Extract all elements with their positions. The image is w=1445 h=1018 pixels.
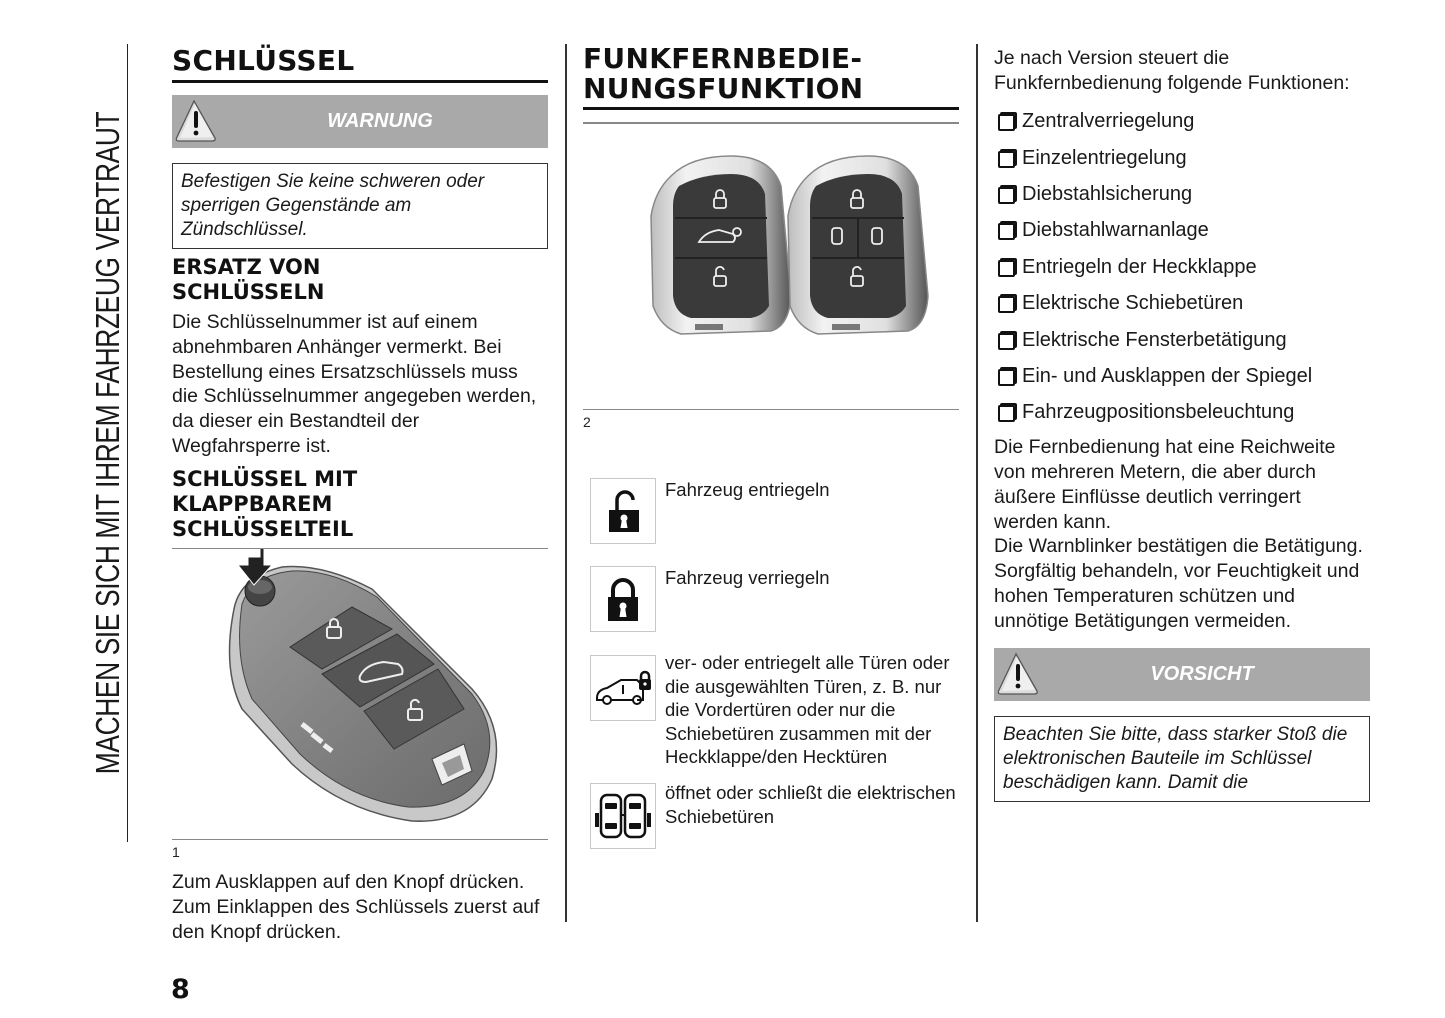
section-title-schluessel: SCHLÜSSEL — [172, 40, 548, 83]
warning-banner — [172, 95, 548, 148]
subsection-heading-klapp — [172, 467, 548, 549]
unlock-icon — [590, 478, 656, 544]
checkbox-icon — [998, 151, 1015, 168]
feature-item — [994, 249, 1370, 285]
column-schluessel — [172, 40, 548, 945]
feature-item — [994, 213, 1370, 249]
paragraph-ersatz: Die Schlüsselnummer ist auf einem abnehmbaren Anhänger vermerkt. Bei Bestellung eines Ersatzschlüssels muss die Schlüsselnummer angegeben werden, da dieser ein Bestandteil der Wegfahrsperre ist. — [172, 311, 537, 457]
function-row-lock — [590, 566, 965, 632]
heading-line: SCHLÜSSELTEIL — [172, 516, 354, 541]
subsection-heading-ersatz — [172, 255, 548, 305]
figure-rule — [583, 409, 959, 411]
warning-text-box: Befestigen Sie keine schweren oder sperrigen Gegenstände am Zündschlüssel. — [172, 163, 548, 249]
caution-text-box: Beachten Sie bitte, dass starker Stoß die elektronischen Bauteile im Schlüssel beschädigen kann. Damit die — [994, 716, 1370, 802]
checkbox-icon — [998, 187, 1015, 204]
checkbox-icon — [998, 296, 1015, 313]
feature-item — [994, 322, 1370, 358]
feature-label: Elektrische Schiebetüren — [1022, 292, 1244, 315]
feature-label: Diebstahlsicherung — [1022, 183, 1193, 206]
checkbox-icon — [998, 114, 1015, 131]
remote-keys-illustration — [583, 124, 959, 409]
feature-item — [994, 358, 1370, 394]
checkbox-icon — [998, 333, 1015, 350]
feature-item — [994, 176, 1370, 212]
warning-label: WARNUNG — [327, 110, 433, 132]
section-title-funk — [583, 40, 959, 110]
paragraph-klapp — [172, 870, 548, 944]
checkbox-icon — [998, 260, 1015, 277]
feature-item — [994, 140, 1370, 176]
heading-line: KLAPPBAREM — [172, 491, 333, 516]
lock-icon — [590, 566, 656, 632]
heading-line: SCHLÜSSEL MIT — [172, 466, 358, 491]
function-description: öffnet oder schließt die elektrischen Schiebetüren — [665, 782, 956, 827]
column-funkfernbedienung — [583, 40, 959, 430]
function-description: ver- oder entriegelt alle Türen oder die ausgewählten Türen, z. B. nur die Vordertüren oder nur die Schiebetüren zusammen mit der Heckklappe/den Hecktüren — [665, 652, 950, 767]
figure-rule — [172, 839, 548, 841]
caution-label: VORSICHT — [1150, 663, 1254, 686]
feature-label: Elektrische Fensterbetätigung — [1022, 328, 1287, 351]
figure-number: 2 — [583, 414, 591, 430]
remote-key-right — [788, 156, 928, 334]
caution-banner — [994, 648, 1370, 701]
feature-label: Entriegeln der Heckklappe — [1022, 255, 1257, 278]
intro-text: Je nach Version steuert die Funkfernbedienung folgende Funktionen: — [994, 47, 1350, 94]
paragraph-sorgfalt: Sorgfältig behandeln, vor Feuchtigkeit und hohen Temperaturen schützen und unnötige Betätigungen vermeiden. — [994, 560, 1360, 632]
heading-line: SCHLÜSSELN — [172, 280, 325, 304]
side-chapter-title — [88, 44, 128, 842]
function-description: Fahrzeug verriegeln — [665, 567, 830, 588]
paragraph-line: Zum Einklappen des Schlüssels zuerst auf den Knopf drücken. — [172, 896, 540, 943]
feature-label: Einzelentriegelung — [1022, 146, 1187, 169]
function-description: Fahrzeug entriegeln — [665, 479, 830, 500]
checkbox-icon — [998, 223, 1015, 240]
function-row-car-lock — [590, 652, 965, 769]
paragraph-reichweite: Die Fernbedienung hat eine Reichweite von mehreren Metern, die aber durch äußere Einflüsse deutlich verringert werden kann. — [994, 436, 1336, 533]
heading-line: ERSATZ VON — [172, 255, 321, 279]
feature-item — [994, 286, 1370, 322]
feature-item — [994, 104, 1370, 140]
side-chapter-title-text: MACHEN SIE SICH MIT IHREM FAHRZEUG VERTRAUT — [88, 111, 126, 775]
column-divider — [565, 44, 567, 922]
feature-item — [994, 395, 1370, 431]
checkbox-icon — [998, 405, 1015, 422]
title-line: NUNGSFUNKTION — [583, 72, 864, 105]
feature-list — [994, 104, 1370, 432]
page-number: 8 — [171, 974, 190, 1005]
feature-label: Zentralverriegelung — [1022, 110, 1195, 133]
feature-label: Diebstahlwarnanlage — [1022, 219, 1209, 242]
function-row-unlock — [590, 478, 965, 544]
figure-number: 1 — [172, 844, 180, 861]
column-divider — [976, 44, 978, 922]
function-row-sliding-doors — [590, 783, 965, 849]
car-lock-icon — [590, 655, 656, 721]
folding-key-illustration — [172, 549, 548, 839]
checkbox-icon — [998, 369, 1015, 386]
feature-label: Fahrzeugpositionsbeleuchtung — [1022, 401, 1295, 424]
sliding-doors-icon — [590, 783, 656, 849]
column-funktionen — [994, 46, 1370, 802]
paragraph-line: Zum Ausklappen auf den Knopf drücken. — [172, 871, 525, 894]
paragraph-warnblinker: Die Warnblinker bestätigen die Betätigung. — [994, 535, 1363, 558]
remote-key-left — [651, 156, 791, 334]
feature-label: Ein- und Ausklappen der Spiegel — [1022, 365, 1313, 388]
title-line: FUNKFERNBEDIE- — [583, 42, 863, 75]
